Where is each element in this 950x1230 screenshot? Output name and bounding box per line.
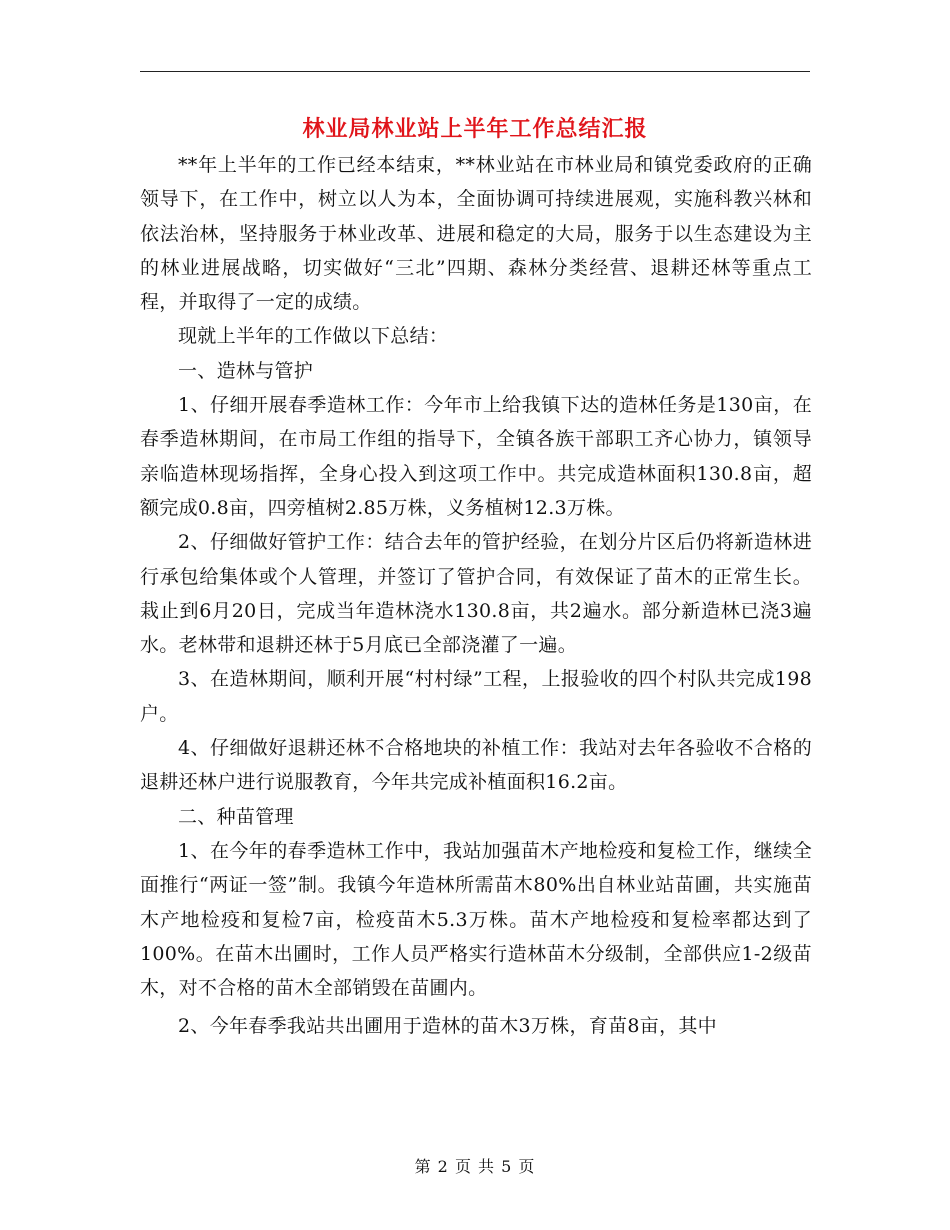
paragraph-item-3: 3、在造林期间，顺利开展“村村绿”工程，上报验收的四个村队共完成198户。: [140, 668, 812, 725]
section-heading-seedlings: 二、种苗管理: [178, 805, 294, 828]
paragraph-item-2: 2、仔细做好管护工作：结合去年的管护经验，在划分片区后仍将新造林进行承包给集体或个人管理，并签订了管护合同，有效保证了苗木的正常生长。栽止到6月20日，完成当年造林浇水130.8亩，共2遍水。部分新造林已浇3遍水。老林带和退耕还林于5月底已全部浇灌了一遍。: [140, 531, 812, 657]
document-body: [140, 148, 812, 1044]
paragraph-seedling-1: 1、在今年的春季造林工作中，我站加强苗木产地检疫和复检工作，继续全面推行“两证一签”制。我镇今年造林所需苗木80%出自林业站苗圃，共实施苗木产地检疫和复检7亩，检疫苗木5.3万株。苗木产地检疫和复检率都达到了100%。在苗木出圃时，工作人员严格实行造林苗木分级制，全部供应1-2级苗木，对不合格的苗木全部销毁在苗圃内。: [140, 839, 812, 1000]
page-number-footer: 第 2 页 共 5 页: [414, 1157, 536, 1176]
paragraph-summary-lead: 现就上半年的工作做以下总结：: [178, 325, 449, 348]
header-rule: [140, 71, 810, 72]
paragraph-item-1: 1、仔细开展春季造林工作：今年市上给我镇下达的造林任务是130亩，在春季造林期间，在市局工作组的指导下，全镇各族干部职工齐心协力，镇领导亲临造林现场指挥，全身心投入到这项工作中。共完成造林面积130.8亩，超额完成0.8亩，四旁植树2.85万株，义务植树12.3万株。: [140, 394, 812, 519]
document-title: 林业局林业站上半年工作总结汇报: [302, 116, 648, 142]
paragraph-seedling-2: 2、今年春季我站共出圃用于造林的苗木3万株，育苗8亩，其中: [178, 1015, 717, 1038]
paragraph-intro: **年上半年的工作已经本结束，**林业站在市林业局和镇党委政府的正确领导下，在工作中，树立以人为本，全面协调可持续进展观，实施科教兴林和依法治林，坚持服务于林业改革、进展和稳定的大局，服务于以生态建设为主的林业进展战略，切实做好“三北”四期、森林分类经营、退耕还林等重点工程，并取得了一定的成绩。: [140, 154, 812, 314]
paragraph-item-4: 4、仔细做好退耕还林不合格地块的补植工作：我站对去年各验收不合格的退耕还林户进行说服教育，今年共完成补植面积16.2亩。: [140, 737, 812, 794]
section-heading-afforestation: 一、造林与管护: [178, 359, 314, 382]
